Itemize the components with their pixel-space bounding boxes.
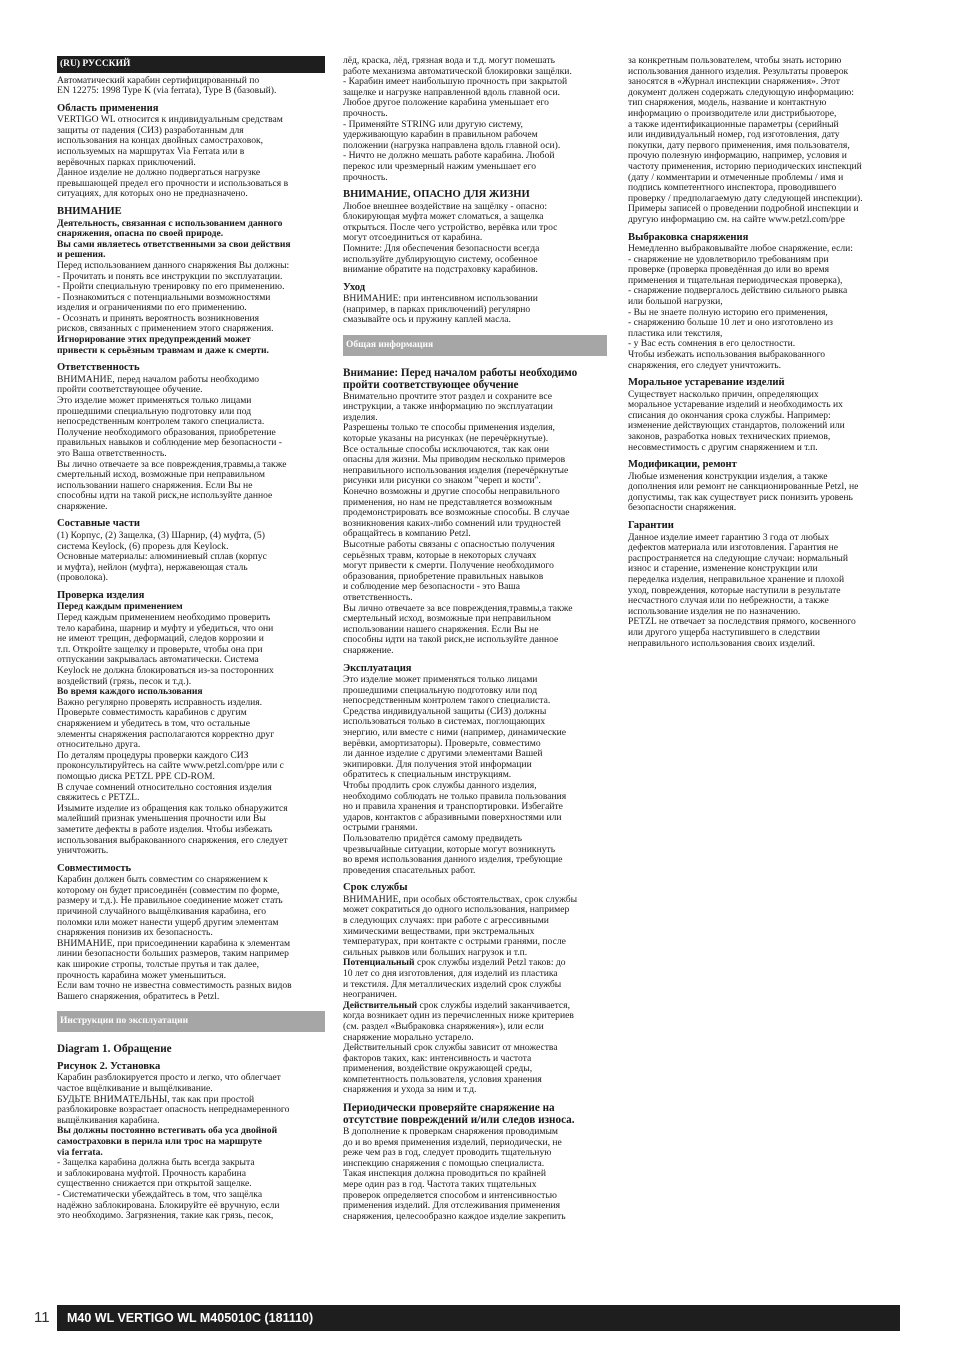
page-number: 11 bbox=[34, 1309, 50, 1326]
lifetime-text-1: ВНИМАНИЕ, при особых обстоятельствах, срок службы может сократиться до одного использования, например в следующих случаях: при работе с агрессивными химическими веществами, при экстремальных температурах, при контакте с острыми гранями, после сильных рывков или больших нагрузок и т.п. bbox=[343, 893, 578, 958]
column-middle bbox=[343, 56, 607, 1222]
instructions-section-bar: Инструкции по эксплуатации bbox=[57, 1011, 325, 1032]
warranty-heading: Гарантии bbox=[628, 520, 674, 532]
warning-heading: ВНИМАНИЕ bbox=[57, 206, 122, 218]
lifetime-text-3: срок службы изделий заканчивается, когда возникает один из перечисленных ниже критериев (см. раздел «Выбраковка снаряжения»), или если снаряжение морально устарело. Действительный срок службы зависит от множества факторов таких, как: интенсивность и частота применения, воздействие окружающей среды, компетентность пользователя, условия хранения снаряжения и ухода за ним и т.д. bbox=[343, 999, 574, 1096]
lifetime-heading: Срок службы bbox=[343, 882, 408, 894]
warranty-text: Данное изделие имеет гарантию 3 года от любых дефектов материала или изготовления. Гарантия не распространяется на следующие случаи: нормальный износ и старение, изменение конструкции или переделка изделия, неправильное хранение и плохой уход, повреждения, которые наступили в результате несчастного случая или по небрежности, а также использование изделия не по назначению. PETZL не отвечает за последствия прямого, косвенного или другого ущерба наступившего в следствии неправильного использования своих изделий. bbox=[628, 531, 856, 649]
lifetime-paragraph-3 bbox=[343, 1001, 607, 1096]
continued-text: лёд, краска, лёд, грязная вода и т.д. могут помешать работе механизма автоматической блокировки защёлки. - Карабин имеет наибольшую прочность при закрытой защелке и нагрузке направленной вдоль главной оси. Любое другое положение карабина уменьшает его прочность. - Применяйте STRING или другую систему, удерживающую карабин в правильном рабочем положении (нагрузка направлена вдоль главной оси). - Ничто не должно мешать работе карабина. Любой перекос или чрезмерный нажим уменьшает его прочность. bbox=[343, 55, 572, 183]
language-header-bar: (RU) РУССКИЙ bbox=[57, 56, 325, 73]
figure-text-2: - Защелка карабина должна быть всегда закрыта и заблокирована муфтой. Прочность карабина существенно снижается при открытой защелке. - Систематически убеждайтесь в том, что защёлка надёжно заблокирована. Блокируйте её вручную, если это необходимо. Загрязнения, такие как грязь, песок, bbox=[57, 1157, 280, 1222]
footer-doc-reference: M40 WL VERTIGO WL M405010C (181110) bbox=[57, 1305, 900, 1331]
figure-bold: Вы должны постоянно встегивать оба уса двойной самостраховки в перила или трос на маршруте via ferrata. bbox=[57, 1125, 278, 1158]
culling-heading: Выбраковка снаряжения bbox=[628, 231, 749, 243]
responsibility-text: ВНИМАНИЕ, перед началом работы необходимо пройти соответствующее обучение. Это изделие может применяться только лицами прошедшими специальную подготовку или под непосредственным контролем такого специалиста. Получение необходимого образования, приобретение правильных навыков и соблюдение мер безопасности - это Ваша ответственность. Вы лично отвечаете за все повреждения,травмы,а также смертельный исход, возможные при неправильном использовании нашего снаряжения. Если Вы не способны идти на такой риск,не используйте данное снаряжение. bbox=[57, 373, 287, 512]
intro-text: Автоматический карабин сертифицированный по EN 12275: 1998 Type K (via ferrata), Type B (базовый). bbox=[57, 74, 277, 97]
care-heading: Уход bbox=[343, 281, 366, 293]
obsolescence-heading: Моральное устаревание изделий bbox=[628, 377, 785, 389]
danger-heading: ВНИМАНИЕ, ОПАСНО ДЛЯ ЖИЗНИ bbox=[343, 189, 530, 201]
culling-text: Немедленно выбраковывайте любое снаряжение, если: - снаряжение не удовлетворило требованиям при проверке (проверка проведённая до или во время применения и тщательная периодическая проверка), - снаряжение подвергалось действию сильного рывка или большой нагрузки, - Вы не знаете полную историю его применения, - снаряжению больше 10 лет и оно изготовлено из пластика или текстиля, - у Вас есть сомнения в его целостности. Чтобы избежать использования выбракованного снаряжения, его следует уничтожить. bbox=[628, 243, 853, 371]
parts-text: (1) Корпус, (2) Защелка, (3) Шарнир, (4) муфта, (5) система Keylock, (6) прорезь для Keylock. Основные материалы: алюминиевый сплав (корпус и муфта), нейлон (муфта), нержавеющая сталь (проволока). bbox=[57, 529, 267, 584]
lifetime-text-2: срок службы изделий Petzl таков: до 10 лет со дня изготовления, для изделий из пластика и текстиля. Для металлических изделий срок службы неограничен. bbox=[343, 957, 566, 1001]
column-right bbox=[628, 56, 894, 649]
figure-text-1: Карабин разблокируется просто и легко, что облегчает частое вщёлкивание и выщёлкивание. БУДЬТЕ ВНИМАТЕЛЬНЫ, так как при простой разблокировке возрастает опасность непреднамеренного выщёлкивания карабина. bbox=[57, 1072, 290, 1126]
modifications-text: Любые изменения конструкции изделия, а также дополнения или ремонт не санкционированные Petzl, не допустимы, так как существует риск понизить уровень безопасности снаряжения. bbox=[628, 470, 859, 514]
danger-text: Любое внешнее воздействие на защёлку - опасно: блокирующая муфта может сломаться, а защелка открыться. После чего устройство, верёвка или трос могут отсоединиться от карабина. Помните: Для обеспечения безопасности всегда используйте дублирующую систему, особенное внимание обратите на подстраховку карабинов. bbox=[343, 200, 558, 276]
inspection-text-during: Важно регулярно проверять исправность изделия. Проверьте совместимость карабинов с другим снаряжением и убедитесь в том, что остальные элементы снаряжения располагаются корректно друг относительно друга. По деталям процедуры проверки каждого СИЗ проконсультируйтесь на сайте www.petzl.com/ppe или с помощью диска PETZL PPE CD-ROM. В случае сомнений относительно состояния изделия свяжитесь с PETZL. Изымите изделие из обращения как только обнаружится малейший признак уменьшения прочности или Вы заметите дефекты в работе изделия. Чтобы избежать использования выбракованного снаряжения, его следует уничтожить. bbox=[57, 696, 288, 857]
diagram-heading: Diagram 1. Обращение bbox=[57, 1042, 172, 1055]
warning-bold-2: Игнорирование этих предупреждений может привести к серьёзным травмам и даже к смерти. bbox=[57, 334, 269, 356]
inspection-text-before: Перед каждым применением необходимо проверить тело карабина, шарнир и муфту и убедиться, что они не имеют трещин, деформаций, следов коррозии и т.п. Откройте защелку и проверьте, чтобы она при отпускании закрывалась автоматически. Система Keylock не должна блокироваться из-за посторонних воздействий (грязь, песок и т.д.). bbox=[57, 612, 274, 687]
warning-bold-1: Деятельность, связанная с использованием данного снаряжения, опасна по своей природе. Вы сами являетесь ответственными за свои действия и решения. bbox=[57, 217, 291, 261]
parts-heading: Составные части bbox=[57, 518, 141, 530]
inspection-subheading-during: Во время каждого использования bbox=[57, 686, 203, 698]
modifications-heading: Модификации, ремонт bbox=[628, 459, 737, 471]
general-text: Внимательно прочтите этот раздел и сохраните все инструкции, а также информацию по эксплуатации изделия. Разрешены только те способы применения изделия, которые указаны на рисунках (не перечёркнутые). Все остальные способы исключаются, так как они опасны для жизни. Мы приводим несколько примеров неправильного использования изделия (перечёркнутые рисунки или рисунки со знаком "череп и кости". Конечно возможны и другие способы неправильного применения, но нам не представляется возможным продемонстрировать все возможные способы. В случае возникновения каких-либо сомнений или трудностей обращайтесь в компанию Petzl. Высотные работы связаны с опасностью получения серьёзных травм, которые в некоторых случаях могут привести к смерти. Получение необходимого образования, приобретение правильных навыков и соблюдение мер безопасности - это Ваша ответственность. Вы лично отвечаете за все повреждения,травмы,а также смертельный исход, возможные при неправильном использовании нашего снаряжения. Если Вы не способны идти на такой риск,не используйте данное снаряжение. bbox=[343, 390, 573, 656]
figure-heading: Рисунок 2. Установка bbox=[57, 1060, 161, 1072]
lifetime-paragraph-2 bbox=[343, 958, 607, 1000]
operation-heading: Эксплуатация bbox=[343, 662, 412, 674]
periodic-check-heading: Периодически проверяйте снаряжение на отсутствие повреждений и/или следов износа. bbox=[343, 1102, 575, 1127]
lifetime-term-potential: Потенциальный bbox=[343, 957, 415, 969]
care-text: ВНИМАНИЕ: при интенсивном использовании (например, в парках приключений) регулярно смазывайте ось и пружину каплей масла. bbox=[343, 293, 538, 326]
continued-text-right: за конкретным пользователем, чтобы знать историю использования данного изделия. Результаты проверок заносятся в «Журнал инспекции снаряжения». Этот документ должен содержать следующую информацию: тип снаряжения, модель, название и контактную информацию о производителе или дистрибьюторе, а также идентификационные параметры (серийный или индивидуальный номер, год изготовления, дату покупки, дату первого применения, имя пользователя, прочую полезную информацию, например, условия и частоту применения, историю периодических инспекций (дату / комментарии и отмеченные проблемы / имя и подпись компетентного инспектора, проводившего проверку / предполагаемую дату следующей инспекции). Примеры записей о проведении подробной инспекции и другую информацию см. на сайте www.petzl.com/ppe bbox=[628, 55, 863, 225]
obsolescence-text: Существует насколько причин, определяющих моральное устаревание изделий и необходимость их списания до окончания срока службы. Например: изменение действующих стандартов, положений или законов, разработка новых технических приемов, несовместимость с другим снаряжением и т.п. bbox=[628, 388, 845, 453]
inspection-heading: Проверка изделия bbox=[57, 589, 145, 601]
inspection-subheading-before: Перед каждым применением bbox=[57, 601, 183, 613]
compatibility-text: Карабин должен быть совместим со снаряжением к которому он будет присоединён (совместим по форме, размеру и т.д.). Не правильное соединение может стать причиной случайного выщёлкивания карабина, его поломки или может нанести ущерб другим элементам снаряжения понизив их безопасность. ВНИМАНИЕ, при присоединении карабина к элементам линии безопасности больших размеров, таким например как широкие стропы, толстые прутья и так далее, прочность карабина может уменьшиться. Если вам точно не известна совместимость разных видов Вашего снаряжения, обратитесь в Petzl. bbox=[57, 874, 292, 1002]
warning-text: Перед использованием данного снаряжения Вы должны: - Прочитать и понять все инструкции по эксплуатации. - Пройти специальную тренировку по его применению. - Познакомиться с потенциальными возможностями изделия и ограничениями по его применению. - Осознать и принять вероятность возникновения рисков, связанных с применением этого снаряжения. bbox=[57, 259, 290, 335]
responsibility-heading: Ответственность bbox=[57, 362, 140, 374]
periodic-check-text: В дополнение к проверкам снаряжения проводимым до и во время применения изделий, периодически, не реже чем раз в год, следует проводить тщательную инспекцию снаряжения с помощью специалиста. Такая инспекция должна проводиться по крайней мере один раз в год. Частота таких тщательных проверок определяется способом и интенсивностью применения изделий. Для отслеживания применения снаряжения, целесообразно каждое изделие закрепить bbox=[343, 1126, 566, 1222]
scope-text: VERTIGO WL относится к индивидуальным средствам защиты от падения (СИЗ) разработанным для использования на концах двойных самостраховок, используемых на маршрутах Via Ferrata или в верёвочных парках приключений. Данное изделие не должно подвергаться нагрузке превышающей предел его прочности и использоваться в ситуациях, для которых оно не предназначено. bbox=[57, 114, 289, 200]
column-left bbox=[57, 56, 325, 1222]
operation-text: Это изделие может применяться только лицами прошедшими специальную подготовку или под непосредственным контролем такого специалиста. Средства индивидуальной защиты (СИЗ) должны использоваться только в системах, поглощающих энергию, или вместе с ними (например, динамические верёвки, амортизаторы). Проверьте, совместимо ли данное изделие с другими элементами Вашей экипировки. Для получения этой информации обратитесь к специальным инструкциям. Чтобы продлить срок службы данного изделия, необходимо соблюдать не только правила пользования но и правила хранения и транспортировки. Избегайте ударов, контактов с абразивными поверхностями или острыми гранями. Пользователю придётся самому предвидеть чрезвычайные ситуации, которые могут возникнуть во время использования данного изделия, требующие проведения спасательных работ. bbox=[343, 674, 567, 876]
general-info-section-bar: Общая информация bbox=[343, 335, 607, 356]
general-heading: Внимание: Перед началом работы необходимо пройти соответствующее обучение bbox=[343, 366, 578, 391]
scope-heading: Область применения bbox=[57, 102, 159, 114]
compatibility-heading: Совместимость bbox=[57, 862, 132, 874]
lifetime-term-actual: Действительный bbox=[343, 999, 418, 1011]
